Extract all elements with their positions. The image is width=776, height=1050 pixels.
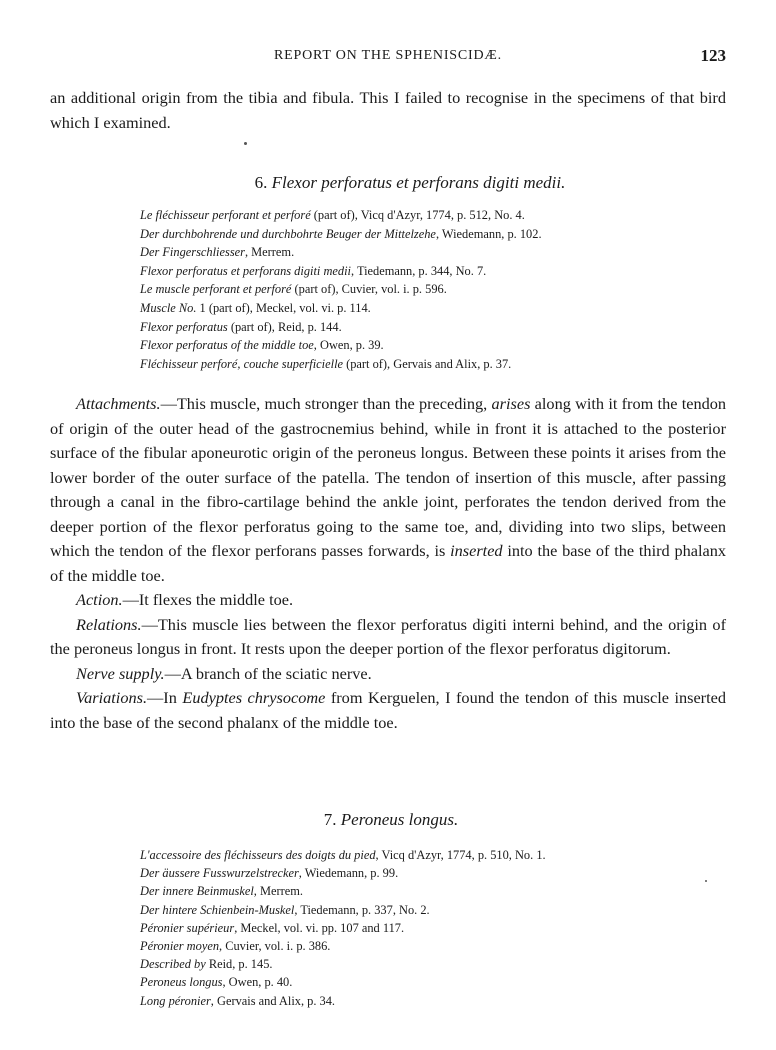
reference-line: Le fléchisseur perforant et perforé (part of), Vicq d'Azyr, 1774, p. 512, No. 4. xyxy=(140,208,525,222)
reference-line: Peroneus longus, Owen, p. 40. xyxy=(140,975,293,990)
continuation-text: an additional origin from the tibia and fibula. This I failed to recognise in the specimens of that bird which I examined. xyxy=(50,88,726,132)
section-7-number: 7. xyxy=(323,810,337,829)
section-6-body xyxy=(50,392,726,735)
reference-line: Flexor perforatus (part of), Reid, p. 144. xyxy=(140,319,342,334)
relations-paragraph: Relations.—This muscle lies between the flexor perforatus digiti interni behind, and the origin of the peroneus longus in front. It rests upon the deeper portion of the flexor perforatus digitorum. xyxy=(50,614,726,658)
reference-line: L'accessoire des fléchisseurs des doigts du pied, Vicq d'Azyr, 1774, p. 510, No. 1. xyxy=(140,848,546,862)
reference-line: Der durchbohrende und durchbohrte Beuger der Mittelzehe, Wiedemann, p. 102. xyxy=(140,226,542,241)
reference-line: Péronier moyen, Cuvier, vol. i. p. 386. xyxy=(140,939,331,954)
reference-line: Der innere Beinmuskel, Merrem. xyxy=(140,884,303,899)
section-7-heading xyxy=(3,810,776,830)
reference-line: Der hintere Schienbein-Muskel, Tiedemann, p. 337, No. 2. xyxy=(140,902,430,917)
reference-line: Péronier supérieur, Meckel, vol. vi. pp. 107 and 117. xyxy=(140,920,405,935)
reference-line: Der äussere Fusswurzelstrecker, Wiedemann, p. 99. xyxy=(140,866,399,881)
nerve-supply-paragraph: Nerve supply.—A branch of the sciatic nerve. xyxy=(76,663,372,683)
action-paragraph: Action.—It flexes the middle toe. xyxy=(76,590,294,609)
section-6-number: 6. xyxy=(254,173,268,192)
variations-paragraph: Variations.—In Eudyptes chrysocome from Kerguelen, I found the tendon of this muscle inserted into the base of the second phalanx of the middle toe. xyxy=(50,688,726,732)
section-6-heading xyxy=(22,173,776,193)
reference-line: Muscle No. 1 (part of), Meckel, vol. vi. p. 114. xyxy=(140,300,371,315)
section-6-title: Flexor perforatus et perforans digiti medii. xyxy=(271,173,566,192)
section-7-synonymy xyxy=(140,846,760,1010)
running-head xyxy=(0,46,776,68)
reference-line: Le muscle perforant et perforé (part of), Cuvier, vol. i. p. 596. xyxy=(140,282,447,297)
reference-line: Flexor perforatus of the middle toe, Owen, p. 39. xyxy=(140,338,384,353)
continuation-paragraph xyxy=(50,86,726,135)
reference-line: Flexor perforatus et perforans digiti medii, Tiedemann, p. 344, No. 7. xyxy=(140,263,487,278)
section-6-synonymy xyxy=(140,206,760,373)
reference-line: Described by Reid, p. 145. xyxy=(140,957,273,972)
attachments-paragraph: Attachments.—This muscle, much stronger than the preceding, arises along with it from the tendon of origin of the outer head of the gastrocnemius behind, while in front it is attached to the posterior surface of the fibular aponeurotic origin of the peroneus longus. Between these points it arises from the lower border of the outer surface of the patella. The tendon of insertion of this muscle, after passing through a canal in the fibro-cartilage behind the ankle joint, perforates the tendon derived from the deeper portion of the flexor perforatus going to the same toe, and, dividing into two slips, between which the tendon of the flexor perforans passes forwards, is inserted into the base of the third phalanx of the middle toe. xyxy=(50,394,727,585)
speck-mark xyxy=(705,880,707,882)
reference-line: Fléchisseur perforé, couche superficielle (part of), Gervais and Alix, p. 37. xyxy=(140,356,512,371)
reference-line: Long péronier, Gervais and Alix, p. 34. xyxy=(140,993,336,1008)
running-title: REPORT ON THE SPHENISCIDÆ. xyxy=(274,48,502,63)
speck-mark xyxy=(244,142,247,145)
page-number: 123 xyxy=(700,46,726,65)
section-7-title: Peroneus longus. xyxy=(340,810,459,829)
reference-line: Der Fingerschliesser, Merrem. xyxy=(140,245,295,260)
